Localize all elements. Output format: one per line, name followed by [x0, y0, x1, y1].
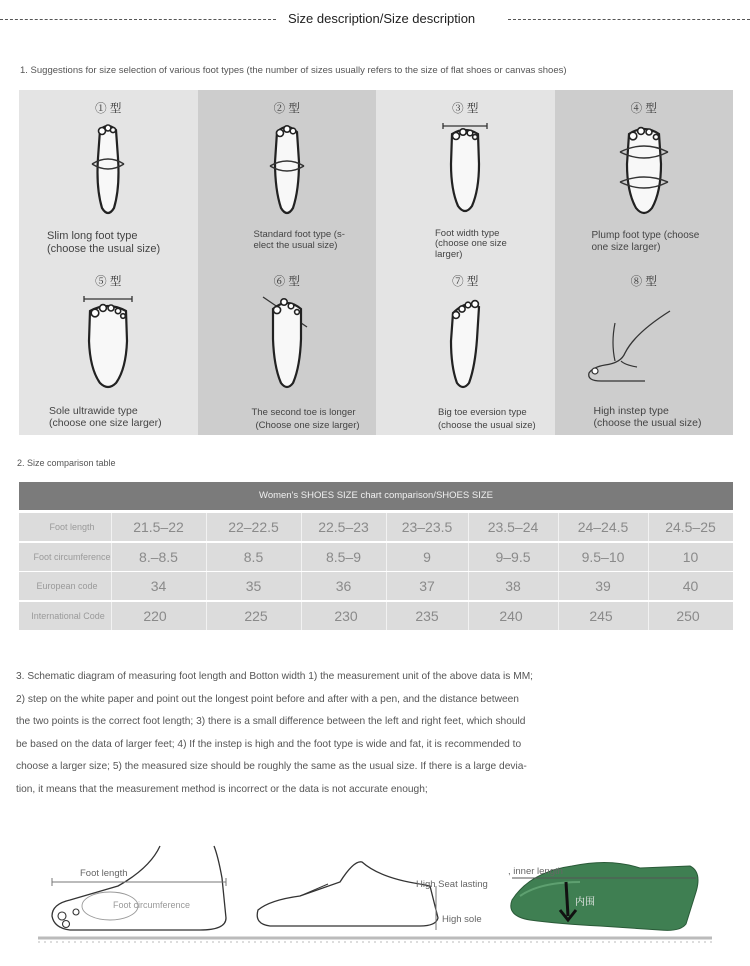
plump-foot-icon	[614, 118, 674, 218]
table-cell: 37	[419, 578, 435, 594]
foot-type-card	[376, 90, 555, 263]
foot-type-number: ⑤ 型	[95, 275, 122, 288]
foot-type-card	[198, 90, 377, 263]
foot-type-caption: Slim long foot type (choose the usual size)	[47, 230, 161, 255]
table-cell: 40	[682, 578, 699, 594]
foot-type-number: ① 型	[95, 103, 122, 115]
high-seat-lasting-label: High Seat lasting	[416, 879, 488, 890]
row-label: European code	[36, 581, 98, 591]
ultrawide-sole-icon	[78, 291, 138, 391]
table-row	[19, 513, 733, 541]
table-cell: 24–24.5	[577, 519, 629, 535]
high-instep-icon	[575, 303, 675, 393]
foot-type-caption: Plump foot type (choose one size larger)	[591, 230, 700, 253]
table-cell: 8.5	[243, 549, 264, 565]
foot-type-caption: High instep type (choose the usual size)	[593, 404, 702, 429]
table-cell: 35	[245, 578, 262, 594]
section1-heading: 1. Suggestions for size selection of various foot types (the number of sizes usually refers to the size of flat shoes or canvas shoes)	[20, 65, 567, 76]
row-label: Foot length	[49, 522, 95, 532]
table-row	[19, 543, 733, 571]
foot-type-card	[19, 90, 198, 263]
slim-foot-icon	[78, 118, 138, 218]
table-cell: 23.5–24	[487, 519, 539, 535]
foot-type-caption: Big toe eversion type (choose the usual size)	[438, 406, 536, 431]
foot-type-card	[19, 263, 198, 436]
table-cell: 38	[505, 578, 521, 594]
table-cell: 34	[150, 578, 167, 594]
foot-type-card	[555, 90, 734, 263]
measurement-illustration	[0, 838, 750, 948]
table-cell: 245	[589, 608, 613, 624]
high-sole-label: High sole	[442, 914, 482, 925]
inner-circumference-label: 内围	[575, 897, 595, 908]
table-cell: 230	[334, 608, 358, 624]
table-cell: 225	[244, 608, 268, 624]
foot-type-card	[376, 263, 555, 436]
table-cell: 240	[499, 608, 523, 624]
foot-type-card	[198, 263, 377, 436]
table-cell: 9–9.5	[495, 549, 531, 565]
table-cell: 21.5–22	[133, 519, 184, 535]
measurement-instructions: 3. Schematic diagram of measuring foot length and Botton width 1) the measurement unit of the above data is MM; 2) step on the white paper and point out the longest point before and after with a pen, and the distance between the two points is the correct foot length; 3) there is a small difference between the left and right feet, which should be based on the data of larger feet; 4) If the instep is high and the foot type is wide and fat, it is recommended to choose a larger size; 5) the measured size should be roughly the same as the usual size. If there is a large devia- tion, it means that the measurement method is incorrect or the data is not accurate enough;	[16, 671, 534, 795]
foot-type-number: ③ 型	[452, 103, 479, 115]
foot-type-caption: Foot width type (choose one size larger)	[435, 228, 507, 260]
table-cell: 23–23.5	[401, 519, 453, 535]
table-cell: 9.5–10	[581, 549, 625, 565]
section2-heading: 2. Size comparison table	[17, 458, 116, 468]
foot-type-grid	[19, 90, 733, 435]
row-label: Foot circumference	[33, 552, 111, 562]
table-cell: 22–22.5	[228, 519, 279, 535]
table-cell: 250	[676, 608, 700, 624]
table-cell: 220	[143, 608, 167, 624]
table-row	[19, 572, 733, 600]
foot-type-number: ⑧ 型	[630, 275, 657, 288]
foot-type-card	[555, 263, 734, 436]
foot-circumference-label: Foot circumference	[113, 900, 191, 910]
table-cell: 36	[335, 578, 352, 594]
table-cell: 10	[682, 549, 699, 565]
foot-type-number: ⑦ 型	[452, 275, 479, 288]
table-cell: 8.5–9	[325, 549, 362, 565]
foot-type-number: ④ 型	[630, 103, 657, 115]
table-cell: 39	[595, 578, 611, 594]
wide-foot-icon	[435, 118, 495, 218]
table-cell: 24.5–25	[665, 519, 716, 535]
table-cell: 8.–8.5	[139, 549, 178, 565]
foot-length-label: Foot length	[80, 868, 128, 879]
table-cell: 9	[423, 549, 431, 565]
foot-type-caption: Standard foot type (s- elect the usual size)	[253, 229, 345, 251]
big-toe-eversion-icon	[435, 291, 495, 391]
table-cell: 235	[415, 608, 439, 624]
table-title: Women's SHOES SIZE chart comparison/SHOES SIZE	[19, 482, 733, 510]
table-cell: 22.5–23	[318, 519, 369, 535]
row-label: International Code	[31, 611, 105, 621]
foot-type-number: ⑥ 型	[273, 275, 300, 288]
page-title: Size description/Size description	[288, 11, 476, 26]
header-divider-right	[508, 19, 750, 20]
inner-length-label: , inner length	[508, 866, 563, 877]
header-divider-left	[0, 19, 276, 20]
table-row	[19, 602, 733, 630]
foot-type-caption: Sole ultrawide type (choose one size larger)	[49, 404, 162, 429]
foot-type-number: ② 型	[273, 103, 300, 115]
long-second-toe-icon	[257, 291, 317, 391]
standard-foot-icon	[257, 118, 317, 218]
foot-type-caption: The second toe is longer (Choose one size larger)	[251, 406, 360, 431]
